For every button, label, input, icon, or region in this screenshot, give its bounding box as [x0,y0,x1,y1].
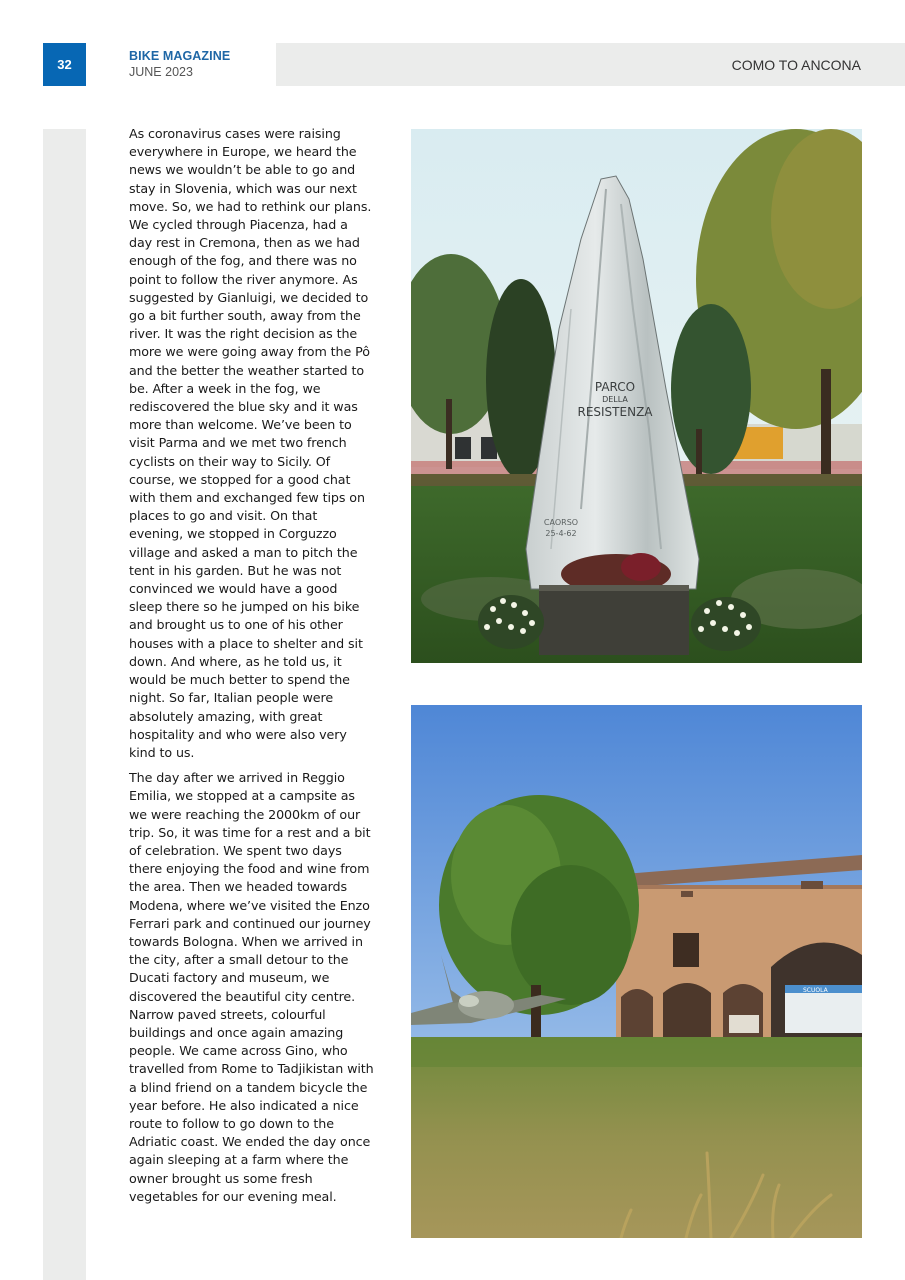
monument-inscription-2: DELLA [602,395,628,404]
sidebar-strip [43,129,86,1280]
monument-engraving-2: 25-4-62 [545,529,577,538]
section-title: COMO TO ANCONA [731,56,861,73]
farmhouse-photo [411,705,862,1238]
masthead [129,48,230,81]
article-paragraph: As coronavirus cases were raising everywhere in Europe, we heard the news we wouldn’t be able to go and stay in Slovenia, which was our next move. So, we had to rethink our plans. We cycled through Piacenza, had a day rest in Cremona, then as we had enough of the fog, and there was no point to follow the river anymore. As suggested by Gianluigi, we decided to go a bit further south, away from the river. It was the right decision as the more we were going away from the Pô and the better the weather started to be. After a week in the fog, we rediscovered the blue sky and it was more than welcome. We’ve been to visit Parma and we met two french cyclists on their way to Sicily. Of course, we stopped for a good chat with them and exchanged few tips on places to go and visit. On that evening, we stopped in Corguzzo village and asked a man to pitch the tent in his garden. But he was not convinced we would have a good sleep there so he jumped on his bike and brought us to one of his other houses with a place to shelter and sit down. And where, as he told us, it would be much better to spend the night. So far, Italian people were absolutely amazing, with great hospitality and who were also very kind to us. [129,126,372,760]
article-paragraph: The day after we arrived in Reggio Emilia, we stopped at a campsite as we were reaching the 2000km of our trip. So, it was time for a rest and a bit of celebration. We spent two days there enjoying the food and wine from the area. Then we headed towards Modena, where we’ve visited the Enzo Ferrari park and continued our journey towards Bologna. When we arrived in the city, after a small detour to the Ducati factory and museum, we discovered the beautiful city centre. Narrow paved streets, colourful buildings and once again amazing people. We came across Gino, who travelled from Rome to Tadjikistan with a blind friend on a tandem bicycle the year before. He also indicated a nice route to follow to go down to the Adriatic coast. We ended the day once again sleeping at a farm where the owner brought us some fresh vegetables for our evening meal. [129,770,374,1204]
magazine-title: BIKE MAGAZINE [129,49,231,63]
monument-inscription-1: PARCO [594,380,636,394]
page-number-text: 32 [57,57,72,72]
monument-inscription-3: RESISTENZA [577,405,653,419]
farm-sign-text: SCUOLA [803,987,828,994]
page-number [43,43,86,86]
article-body [129,125,374,1213]
issue-date: JUNE 2023 [129,65,193,79]
monument-engraving-1: CAORSO [543,518,579,527]
monument-photo [411,129,862,663]
